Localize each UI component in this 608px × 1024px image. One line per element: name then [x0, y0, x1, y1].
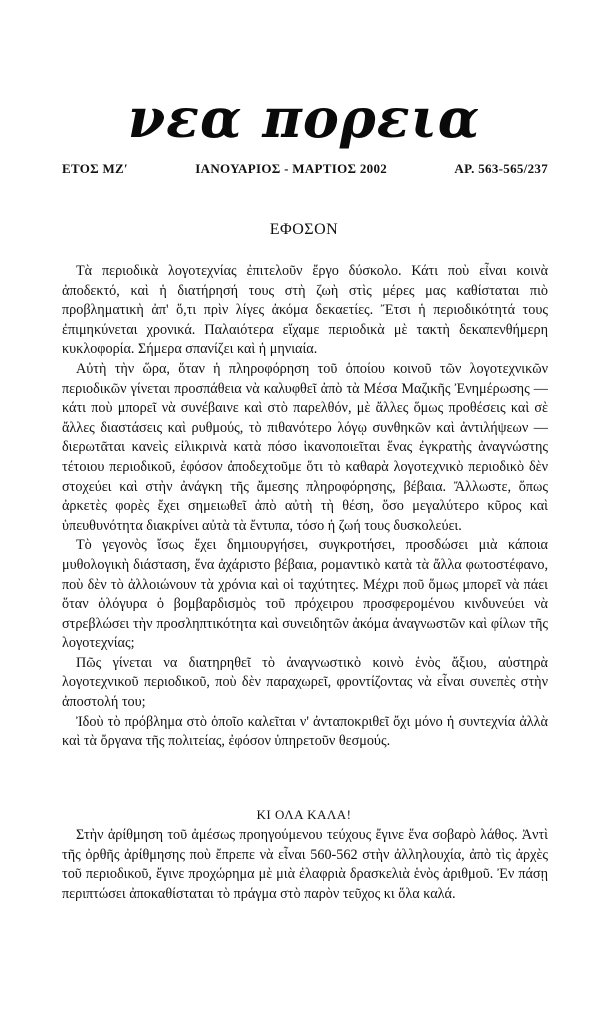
- article-title: ΕΦΟΣΟΝ: [269, 221, 339, 238]
- article-paragraph: Τὸ γεγονὸς ἴσως ἔχει δημιουργήσει, συγκροτήσει, προσδώσει μιὰ κάποια μυθολογικὴ διάσταση, ἕνα ἀχάριστο βέβαια, ρομαντικὸ κατὰ τὰ ἄλλα φωτοστέφανο, ποὺ δὲν τὸ ἀλλοιώνουν τὰ χρόνια καὶ οἱ ταχύτητες. Μέχρι ποῦ ὅμως μπορεῖ νὰ πάει ὅταν ὁλόγυρα ὁ βομβαρδισμὸς τοῦ πρόχειρου προσφερομένου κινδυνεύει νὰ στρεβλώσει τὴν προσληπτικότητα καὶ συνειδητῶν ἀκόμα ἀναγνωστῶν καὶ φίλων τῆς λογοτεχνίας;: [62, 537, 548, 652]
- masthead-title: νεα πορεια: [127, 86, 481, 150]
- article-paragraph: Τὰ περιοδικὰ λογοτεχνίας ἐπιτελοῦν ἔργο δύσκολο. Κάτι ποὺ εἶναι κοινὰ ἀποδεκτό, καὶ ἡ διατήρησή τους στὴ ζωὴ στὶς μέρες μας καθίσταται πιὸ προβληματικὴ ἀπ' ὅ,τι πρὶν λίγες ἀκόμα δεκαετίες. Ἔτσι ἡ περιοδικότητά τους ἐπιμηκύνεται χρονικά. Παλαιότερα εἴχαμε περιοδικὰ μὲ τακτὴ δεκαπενθήμερη κυκλοφορία. Σήμερα σπανίζει καὶ ἡ μηνιαία.: [62, 263, 548, 358]
- issue-year: ΕΤΟΣ ΜΖ′: [62, 161, 128, 176]
- notice-title: ΚΙ ΟΛΑ ΚΑΛΑ!: [256, 807, 352, 822]
- issue-period: ΙΑΝΟΥΑΡΙΟΣ - ΜΑΡΤΙΟΣ 2002: [195, 161, 388, 176]
- article-paragraph: Αὐτὴ τὴν ὥρα, ὅταν ἡ πληροφόρηση τοῦ ὁποίου κοινοῦ τῶν λογοτεχνικῶν περιοδικῶν γίνεται προσπάθεια νὰ καλυφθεῖ ἀπὸ τὰ Μέσα Μαζικῆς Ἐνημέρωσης — κάτι ποὺ μπορεῖ νὰ συνέβαινε καὶ στὸ παρελθόν, μὲ ἄλλες ὅμως προθέσεις καὶ σὲ ἄλλες διαστάσεις καὶ ρυθμούς, τὸ πιθανότερο λόγῳ συνθηκῶν καὶ ἀντιλήψεων — διερωτᾶται κανεὶς εἰλικρινὰ κατὰ πόσο ἱκανοποιεῖται ἕνας ἐγκρατὴς ἀναγνώστης τέτοιου περιοδικοῦ, ἐφόσον ἀποδεχτοῦμε ὅτι τὸ καθαρὰ λογοτεχνικὸ περιοδικὸ δὲν στοχεύει καὶ στὴν ἀνάγκη τῆς ἄμεσης πληροφόρησης, βέβαια. Ἄλλωστε, ὅπως ἀρκετὲς φορὲς ἔχει σημειωθεῖ ἀπὸ αὐτὴ τὴ θέση, ὅσο μεγαλύτερο κῦρος καὶ ὑπευθυνότητα διακρίνει αὐτὰ τὰ ἔντυπα, τόσο ἡ ζωή τους δυσκολεύει.: [62, 360, 548, 534]
- issue-number: ΑΡ. 563-565/237: [454, 161, 548, 176]
- article-body: [62, 262, 548, 752]
- notice-body: [62, 826, 548, 904]
- article-paragraph: Ἰδοὺ τὸ πρόβλημα στὸ ὁποῖο καλεῖται ν' ἀνταποκριθεῖ ὄχι μόνο ἡ συντεχνία ἀλλὰ καὶ τὰ ὄργανα τῆς πολιτείας, ἐφόσον ὑπηρετοῦν θεσμούς.: [62, 713, 548, 750]
- issue-line: [62, 161, 548, 177]
- notice-paragraph: Στὴν ἀρίθμηση τοῦ ἀμέσως προηγούμενου τεύχους ἔγινε ἕνα σοβαρὸ λάθος. Ἀντὶ τῆς ὀρθῆς ἀρίθμησης ποὺ ἔπρεπε νὰ εἶναι 560-562 στὴν ἀλληλουχία, ἀπὸ τὶς ἀρχὲς τοῦ περιοδικοῦ, ἔγινε προχώρημα μὲ μιὰ ἐλαφριὰ δρασκελιὰ ἑνὸς ἀριθμοῦ. Ἐν πάσῃ περιπτώσει ἀποκαθίσταται τὸ πράγμα στὸ παρὸν τεῦχος κι ὅλα καλά.: [62, 827, 548, 902]
- article-paragraph: Πῶς γίνεται να διατηρηθεῖ τὸ ἀναγνωστικὸ κοινὸ ἑνὸς ἄξιου, αὐστηρὰ λογοτεχνικοῦ περιοδικοῦ, ποὺ δὲν παραχωρεῖ, φροντίζοντας νὰ εἶναι συνεπὲς στὴν ἀποστολή του;: [62, 654, 548, 711]
